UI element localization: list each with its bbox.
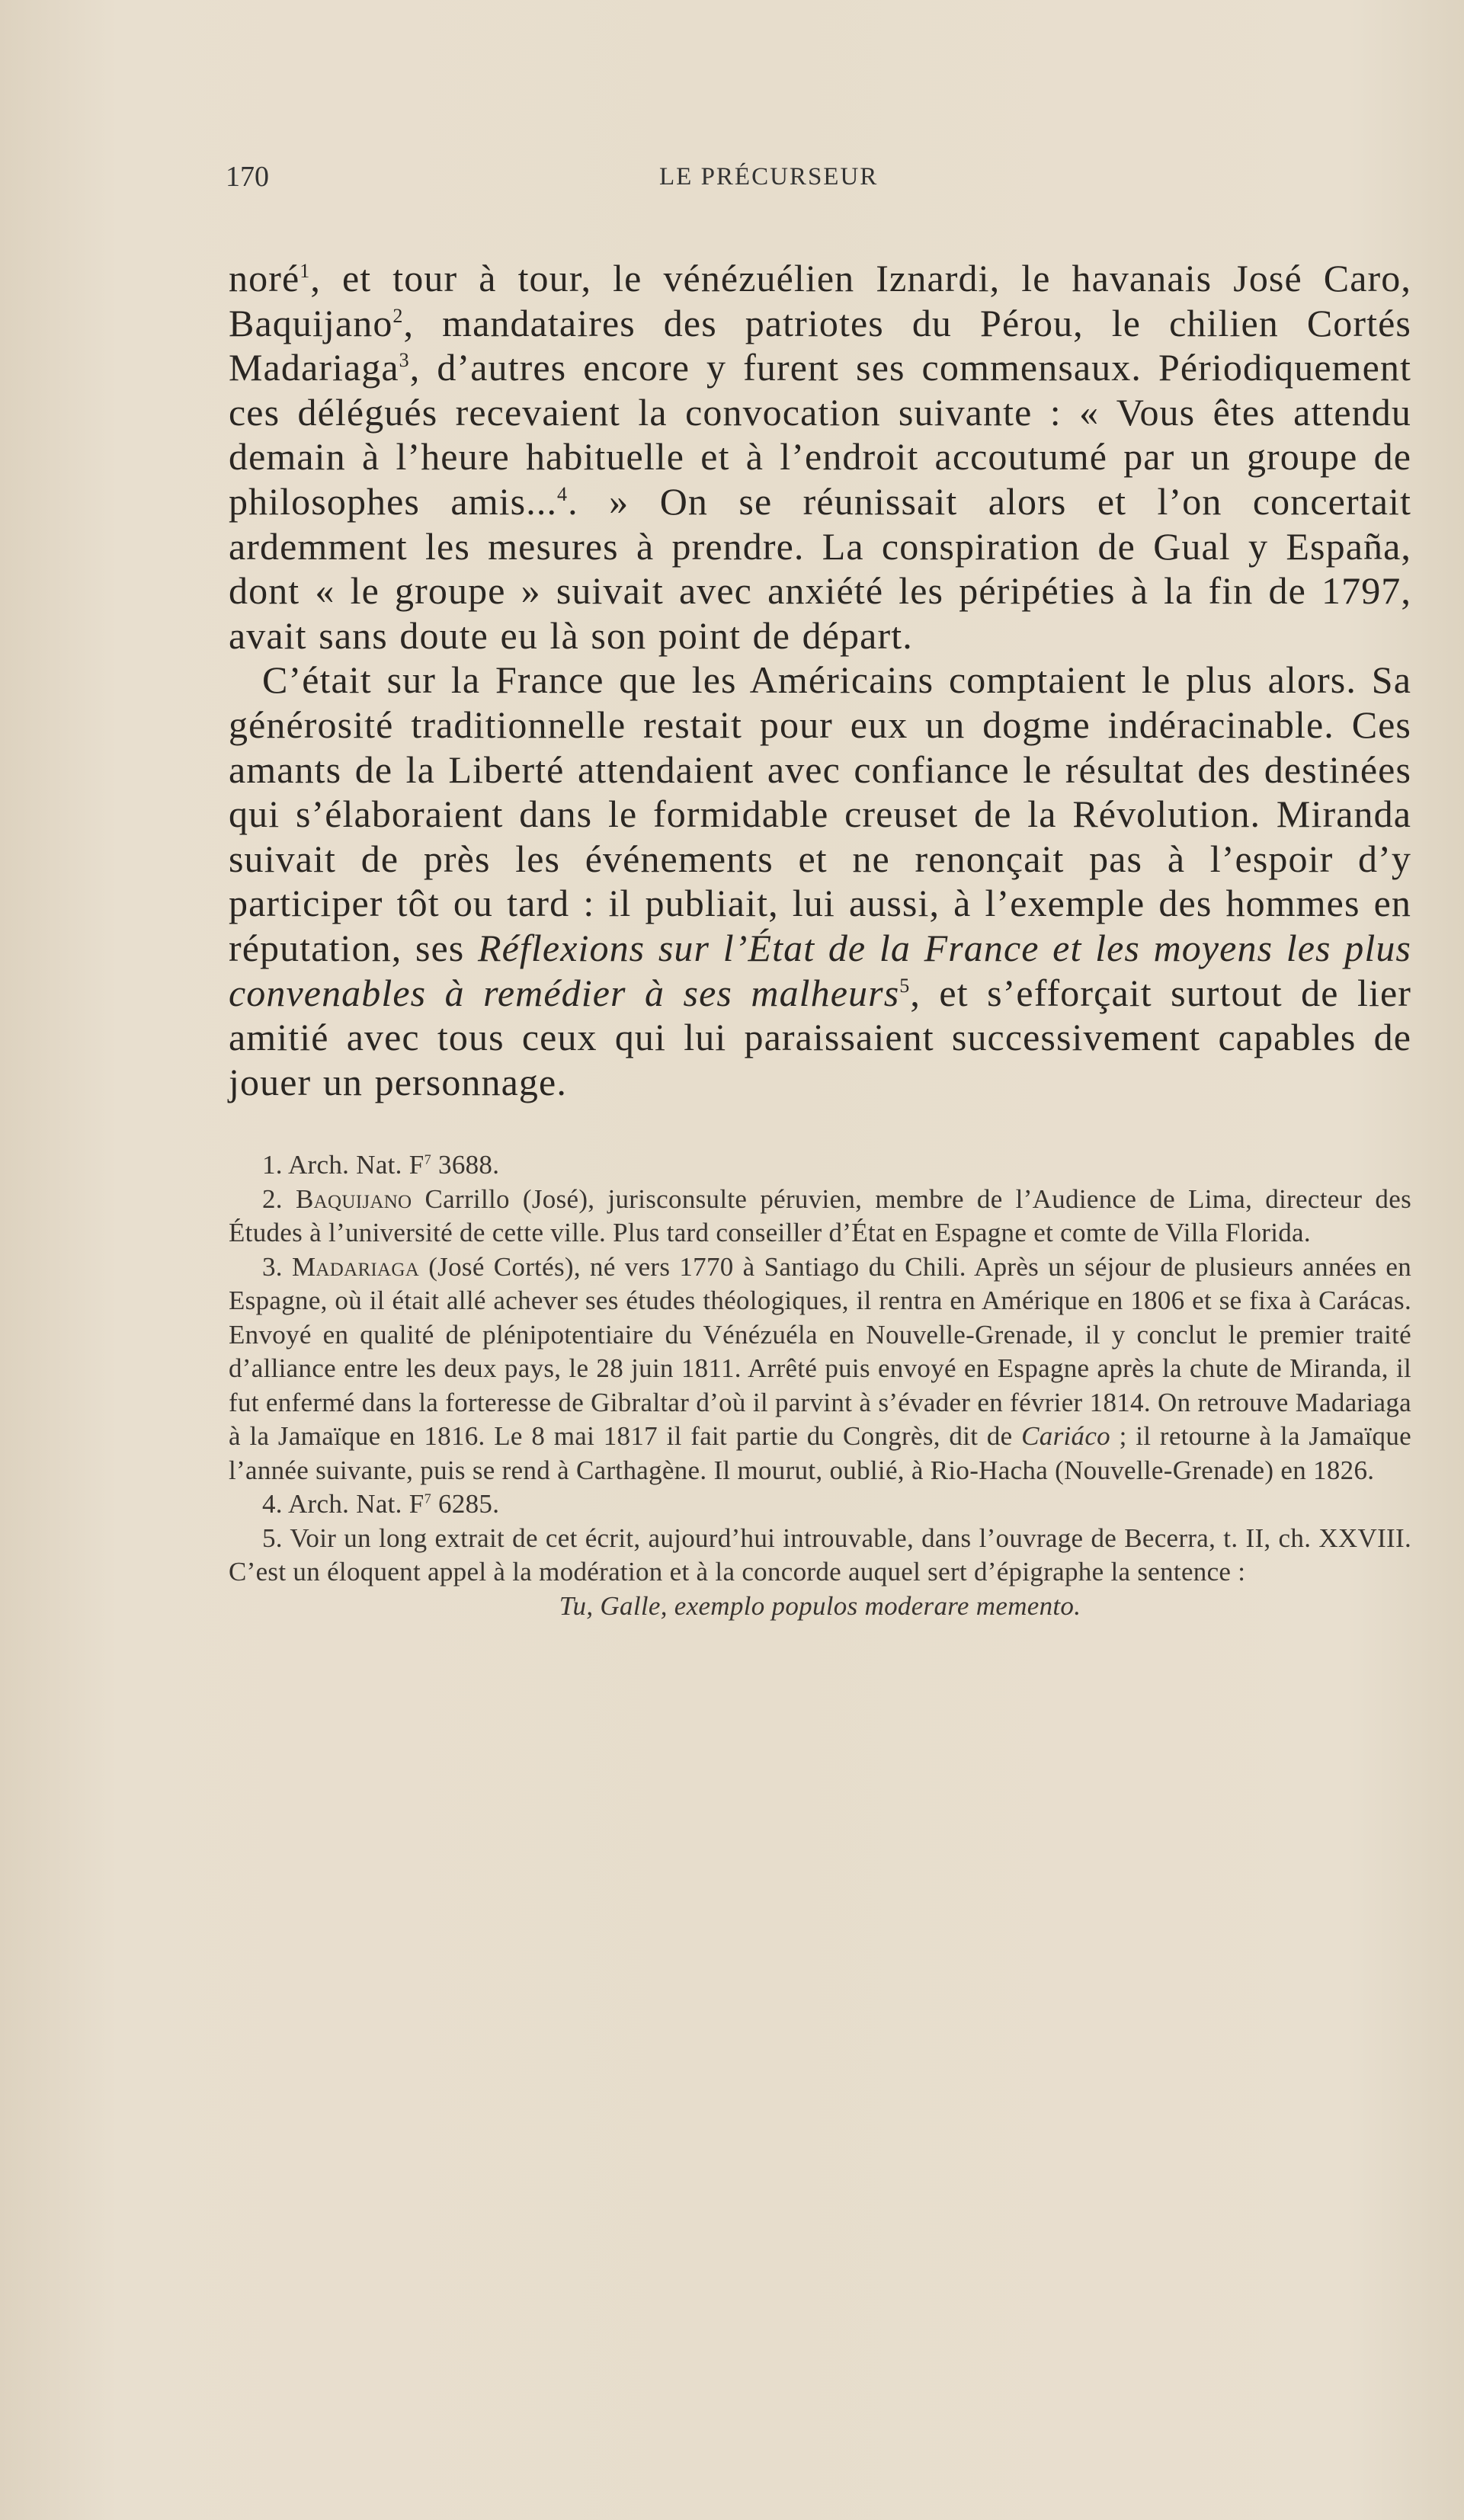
text-run: , mandataires des patriotes du Pérou, le chilien Cortés Madariaga [229, 301, 1411, 389]
running-head [226, 160, 1411, 206]
footnote-5 [229, 1522, 1411, 1590]
text-run: Arch. Nat. F [287, 1489, 424, 1519]
person-name: Baquijano [295, 1183, 412, 1214]
main-text [229, 256, 1411, 1104]
text-run: noré [229, 257, 300, 299]
text-run: 6285. [431, 1489, 500, 1519]
footnote-3 [229, 1250, 1411, 1488]
page-number: 170 [226, 161, 269, 193]
text-run: . » On se réunissait alors et l’on concertait ardemment les mesures à prendre. La conspiration de Gual y España, dont « le groupe » suivait avec anxiété les péripéties à la fin de 1797, avait sans doute eu là son point de départ. [229, 479, 1411, 657]
footnote-number: 1. [262, 1150, 283, 1180]
text-run: (José Cortés), né vers 1770 à Santiago du Chili. Après un séjour de plusieurs années en Espagne, où il était allé achever ses études théologiques, il rentra en Amérique en 1806 et se fixa à Carácas. Envoyé en qualité de plénipotentiaire du Vénézuéla en Nouvelle-Grenade, il y conclut le premier traité d’alliance entre les deux pays, le 28 juin 1811. Arrêté puis envoyé en Espagne après la chute de Miranda, il fut enfermé dans la forteresse de Gibraltar d’où il parvint à s’évader en février 1814. On retrouve Madariaga à la Jamaïque en 1816. Le 8 mai 1817 il fait partie du Congrès, dit de [229, 1251, 1411, 1452]
person-name: Madariaga [291, 1251, 420, 1282]
footnote-2 [229, 1183, 1411, 1250]
footnotes [229, 1148, 1411, 1623]
footnote-number: 4. [262, 1489, 283, 1519]
footnote-ref-4: 4 [557, 482, 569, 505]
paragraph-1 [229, 256, 1411, 658]
text-run: 3688. [431, 1150, 500, 1180]
text-run: Arch. Nat. F [287, 1150, 424, 1180]
superscript: 7 [424, 1151, 431, 1167]
footnote-ref-2: 2 [392, 304, 404, 327]
epigraph: Tu, Galle, exemplo populos moderare memento. [559, 1590, 1081, 1621]
footnote-ref-1: 1 [300, 259, 311, 282]
text-run: C’était sur la France que les Américains comptaient le plus alors. Sa générosité traditionnelle restait pour eux un dogme indéracinable. Ces amants de la Liberté attendaient avec confiance le résultat des destinées qui s’élaboraient dans le formidable creuset de la Révolution. Miranda suivait de près les événements et ne renonçait pas à l’espoir d’y participer tôt ou tard : il publiait, lui aussi, à l’exemple des hommes en réputation, ses [229, 658, 1411, 969]
paragraph-2 [229, 658, 1411, 1104]
book-page [226, 160, 1411, 1623]
text-run: Voir un long extrait de cet écrit, aujourd’hui introuvable, dans l’ouvrage de Becerra, t. II, ch. XXVIII. C’est un éloquent appel à la modération et à la concorde auquel sert d’épigraphe la sentence : [229, 1523, 1411, 1587]
italic-title: Réflexions sur l’État de la France et les moyens les plus convenables à remédier à ses malheurs [229, 926, 1411, 1014]
italic-text: Cariáco [1021, 1421, 1110, 1452]
footnote-4 [229, 1487, 1411, 1522]
footnote-ref-5: 5 [899, 974, 911, 997]
text-run: ; il retourne à la Jamaïque l’année suivante, puis se rend à Carthagène. Il mourut, oublié, à Rio-Hacha (Nouvelle-Grenade) en 1826. [229, 1421, 1411, 1485]
text-run: , et tour à tour, le vénézuélien Iznardi, le havanais José Caro, Baquijano [229, 257, 1411, 344]
superscript: 7 [424, 1491, 431, 1507]
footnote-number: 5. [262, 1523, 283, 1553]
text-run: , et s’efforçait surtout de lier amitié avec tous ceux qui lui paraissaient successivement capables de jouer un personnage. [229, 971, 1411, 1103]
footnote-ref-3: 3 [399, 349, 410, 371]
footnote-1 [229, 1148, 1411, 1183]
footnote-number: 3. [262, 1251, 283, 1282]
text-run: , d’autres encore y furent ses commensaux. Périodiquement ces délégués recevaient la convocation suivante : « Vous êtes attendu demain à l’heure habituelle et à l’endroit accoutumé par un groupe de philosophes amis... [229, 346, 1411, 523]
text-run: Carrillo (José), jurisconsulte péruvien, membre de l’Audience de Lima, directeur des Études à l’université de cette ville. Plus tard conseiller d’État en Espagne et comte de Villa Florida. [229, 1183, 1411, 1248]
footnote-number: 2. [262, 1183, 283, 1214]
running-title: LE PRÉCURSEUR [659, 163, 879, 191]
